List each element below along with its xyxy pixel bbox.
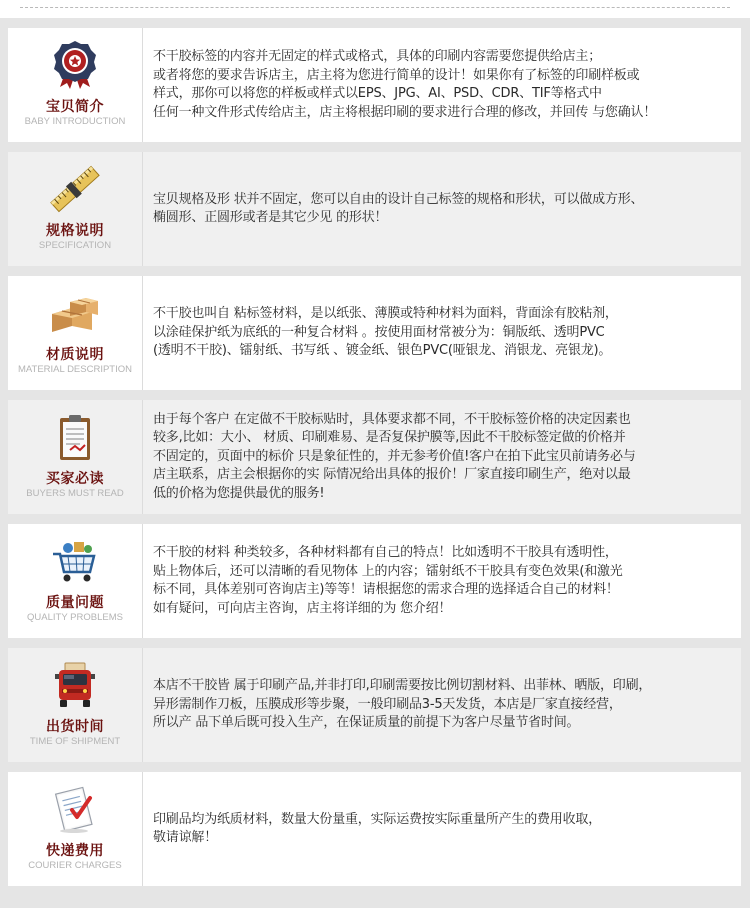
section-title: 材质说明 [46,347,104,363]
body-line: 较多,比如：大小、 材质、印刷难易、是否复保护膜等,因此不干胶标签定做的价格并 [153,430,626,446]
section-header [8,772,143,886]
body-line: 低的价格为您提供最优的服务! [153,485,325,501]
top-dashed-divider [20,7,730,8]
section-subtitle: TIME OF SHIPMENT [29,736,121,747]
section-header [8,152,143,266]
section-baby-introduction [8,28,741,142]
section-body [143,400,741,514]
section-material-description [8,276,741,390]
section-subtitle: SPECIFICATION [38,240,112,251]
document-checkmark-icon [50,784,100,834]
body-line: 异形需制作刀板，压膜成形等步聚，一般印刷品3-5天发货，本店是厂家直接经营， [153,696,622,712]
section-body [143,28,741,142]
body-line: 椭圆形、正圆形或者是其它少见 的形状！ [153,210,388,225]
ruler-icon [50,164,100,214]
body-line: 敬请谅解！ [153,830,218,845]
bottom-border [0,908,750,915]
section-specification [8,152,741,266]
body-line: 以涂硅保护纸为底纸的一种复合材料 。按使用面材常被分为：铜版纸、透明PVC [153,324,605,340]
section-subtitle: COURIER CHARGES [28,860,122,871]
cardboard-boxes-icon [50,288,100,338]
info-sections [0,18,750,908]
delivery-truck-icon [50,660,100,710]
body-line: 所以产 品下单后既可投入生产，在保证质量的前提下为客户尽量节省时间。 [153,715,580,731]
body-line: 店主联系，店主会根据你的实 际情况给出具体的报价！厂家直接印刷生产，绝对以最 [153,467,631,483]
body-line: 如有疑问，可向店主咨询，店主将详细的为 您介绍！ [153,600,452,616]
section-subtitle: BUYERS MUST READ [26,488,124,499]
body-line: 或者将您的要求告诉店主，店主将为您进行简单的设计！如果你有了标签的印刷样板或 [153,67,640,83]
body-line: (透明不干胶)、镭射纸、书写纸 、镀金纸、银色PVC(哑银龙、消银龙、亮银龙)。 [153,343,612,359]
body-line: 不干胶标签的内容并无固定的样式或格式，具体的印刷内容需要您提供给店主； [153,49,602,64]
section-title: 出货时间 [46,719,104,735]
section-quality-problems [8,524,741,638]
section-header [8,524,143,638]
section-subtitle: QUALITY PROBLEMS [27,612,123,623]
section-title: 宝贝简介 [46,99,104,115]
section-subtitle: MATERIAL DESCRIPTION [17,364,132,375]
body-line: 任何一种文件形式传给店主，店主将根据印刷的要求进行合理的修改，并回传 与您确认！ [153,104,657,120]
section-title: 质量问题 [46,595,104,611]
body-line: 宝贝规格及形 状并不固定，您可以自由的设计自己标签的规格和形状，可以做成方形、 [153,191,644,207]
shopping-cart-icon [50,536,100,586]
body-line: 不干胶的材料 种类较多，各种材料都有自己的特点！比如透明不干胶具有透明性， [153,545,618,560]
section-buyers-must-read [8,400,741,514]
body-line: 贴上物体后，还可以清晰的看见物体 上的内容；镭射纸不干胶具有变色效果(和激光 [153,563,623,579]
body-line: 样式，那你可以将您的样板或样式以EPS、JPG、AI、PSD、CDR、TIF等格式中 [153,86,602,101]
section-title: 快递费用 [46,843,104,859]
award-ribbon-badge-icon [50,40,100,90]
section-body [143,648,741,762]
section-courier-charges [8,772,741,886]
section-time-of-shipment [8,648,741,762]
section-header [8,28,143,142]
section-header [8,400,143,514]
section-body [143,772,741,886]
section-title: 规格说明 [46,223,104,239]
body-line: 由于每个客户 在定做不干胶标贴时，具体要求都不同，不干胶标签价格的决定因素也 [153,411,631,427]
body-line: 不干胶也叫自 粘标签材料，是以纸张、薄膜或特种材料为面料，背面涂有胶粘剂， [153,306,618,322]
clipboard-icon [50,412,100,462]
section-subtitle: BABY INTRODUCTION [24,116,126,127]
section-body [143,276,741,390]
body-line: 标不同，具体差别可咨询店主)等等！请根据您的需求合理的选择适合自己的材料！ [153,582,619,597]
section-body [143,524,741,638]
section-title: 买家必读 [46,471,104,487]
body-line: 本店不干胶皆 属于印刷产品,并非打印,印刷需要按比例切割材料、出菲林、晒版，印刷， [153,678,652,694]
section-header [8,648,143,762]
section-header [8,276,143,390]
body-line: 印刷品均为纸质材料，数量大份量重，实际运费按实际重量所产生的费用收取， [153,811,602,827]
body-line: 不固定的，页面中的标价 只是象征性的，并无参考价值!客户在拍下此宝贝前请务必与 [153,448,636,464]
section-body [143,152,741,266]
